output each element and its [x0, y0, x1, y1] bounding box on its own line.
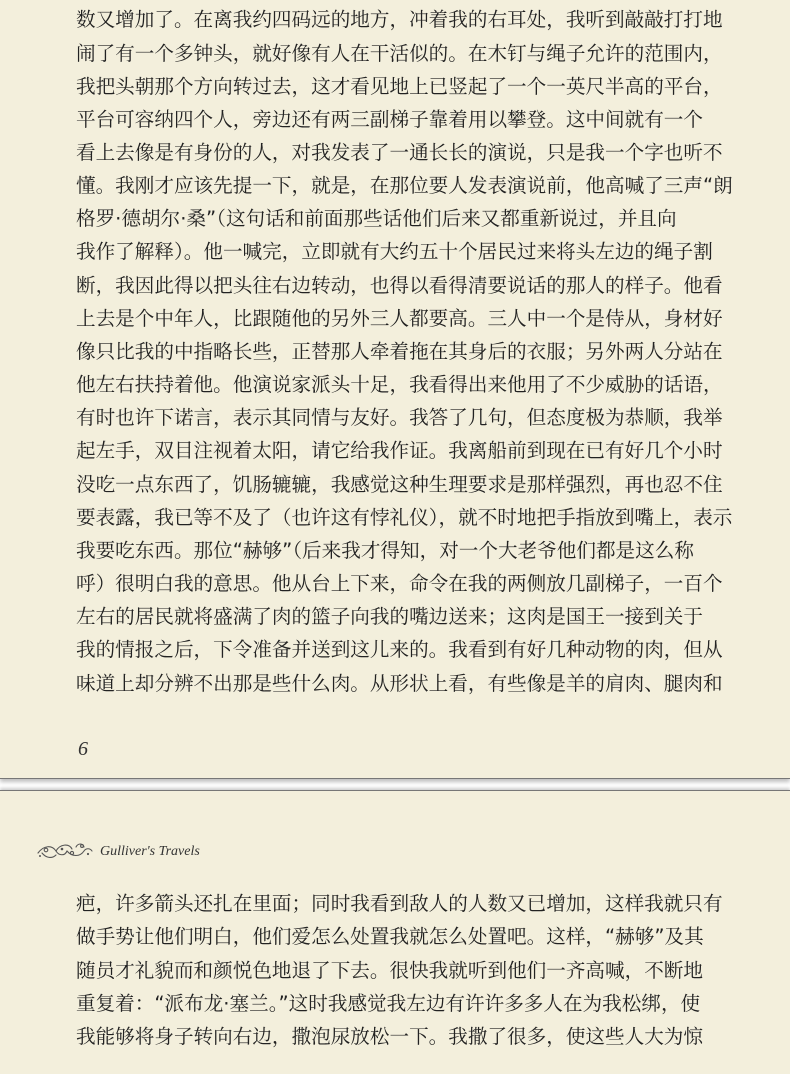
- text-line: 随员才礼貌而和颜悦色地退了下去。很快我就听到他们一齐高喊，不断地: [76, 959, 703, 982]
- text-line: 数又增加了。在离我约四码远的地方，冲着我的右耳处，我听到敲敲打打地: [76, 8, 723, 31]
- text-line: 像只比我的中指略长些，正替那人牵着拖在其身后的衣服；另外两人分站在: [76, 340, 723, 363]
- text-line: 上去是个中年人，比跟随他的另外三人都要高。三人中一个是侍从，身材好: [76, 307, 723, 330]
- text-line: 没吃一点东西了，饥肠辘辘，我感觉这种生理要求是那样强烈，再也忍不住: [76, 473, 723, 496]
- text-line: 懂。我刚才应该先提一下，就是，在那位要人发表演说前，他高喊了三声“朗: [76, 174, 733, 197]
- text-line: 做手势让他们明白，他们爱怎么处置我就怎么处置吧。这样，“赫够”及其: [76, 925, 704, 948]
- text-line: 呼）很明白我的意思。他从台上下来，命令在我的两侧放几副梯子，一百个: [76, 572, 723, 595]
- text-line: 我作了解释）。他一喊完，立即就有大约五十个居民过来将头左边的绳子割: [76, 240, 713, 263]
- text-line: 格罗·德胡尔·桑”（这句话和前面那些话他们后来又都重新说过，并且向: [76, 207, 677, 230]
- text-line: 闹了有一个多钟头，就好像有人在干活似的。在木钉与绳子允许的范围内，: [76, 42, 723, 65]
- text-line: 我要吃东西。那位“赫够”（后来我才得知，对一个大老爷他们都是这么称: [76, 539, 694, 562]
- text-line: 起左手，双目注视着太阳，请它给我作证。我离船前到现在已有好几个小时: [76, 439, 723, 462]
- text-line: 断，我因此得以把头往右边转动，也得以看得清要说话的那人的样子。他看: [76, 274, 723, 297]
- page-number: 6: [78, 738, 88, 760]
- text-line: 重复着：“派布龙·塞兰。”这时我感觉我左边有许许多多人在为我松绑，使: [76, 992, 701, 1015]
- text-line: 看上去像是有身份的人，对我发表了一通长长的演说，只是我一个字也听不: [76, 141, 723, 164]
- bottom-book-page: [0, 790, 790, 1074]
- text-line: 有时也许下诺言，表示其同情与友好。我答了几句，但态度极为恭顺，我举: [76, 406, 723, 429]
- text-line: 疤，许多箭头还扎在里面；同时我看到敌人的人数又已增加，这样我就只有: [76, 892, 723, 915]
- text-line: 我能够将身子转向右边，撒泡尿放松一下。我撒了很多，使这些人大为惊: [76, 1025, 703, 1048]
- text-line: 他左右扶持着他。他演说家派头十足，我看得出来他用了不少威胁的话语，: [76, 373, 723, 396]
- running-header: [36, 841, 200, 863]
- text-line: 我把头朝那个方向转过去，这才看见地上已竖起了一个一英尺半高的平台，: [76, 75, 723, 98]
- floral-ornament-icon: [36, 841, 94, 863]
- text-line: 我的情报之后，下令准备并送到这儿来的。我看到有好几种动物的肉，但从: [76, 638, 723, 661]
- text-line: 左右的居民就将盛满了肉的篮子向我的嘴边送来；这肉是国王一接到关于: [76, 605, 703, 628]
- text-line: 味道上却分辨不出那是些什么肉。从形状上看，有些像是羊的肩肉、腿肉和: [76, 672, 723, 695]
- text-line: 要表露，我已等不及了（也许这有悖礼仪），就不时地把手指放到嘴上，表示: [76, 506, 733, 529]
- book-title: Gulliver's Travels: [100, 844, 200, 859]
- text-line: 平台可容纳四个人，旁边还有两三副梯子靠着用以攀登。这中间就有一个: [76, 108, 703, 131]
